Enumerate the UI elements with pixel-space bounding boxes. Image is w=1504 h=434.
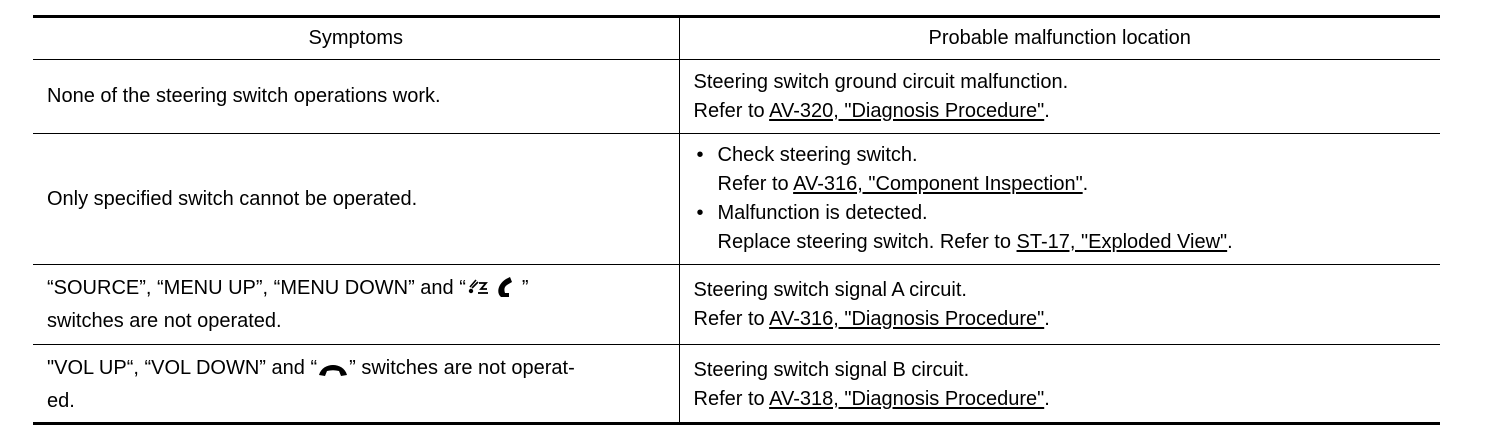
reference-link[interactable]: AV-320, "Diagnosis Procedure" (769, 99, 1045, 122)
bullet-title: Malfunction is detected. (717, 202, 928, 224)
reference-suffix: . (1044, 388, 1050, 410)
symptom-text-part: "VOL UP“, “VOL DOWN” and “ (47, 357, 318, 379)
table-row (33, 265, 1440, 345)
reference-suffix: . (1227, 231, 1233, 253)
symptom-text: ed. (47, 390, 75, 412)
reference-line (694, 228, 1427, 257)
location-cell (679, 60, 1440, 134)
reference-suffix: . (1082, 173, 1089, 195)
bullet-item (694, 141, 1427, 170)
symptom-text-part: ” switches are not operat- (349, 357, 575, 379)
header-row (33, 18, 1440, 60)
symptom-text-part: “SOURCE”, “MENU UP”, “MENU DOWN” and “ (47, 276, 466, 299)
symptom-text (47, 274, 665, 307)
header-location: Probable malfunction location (679, 18, 1440, 60)
phone-end-icon (317, 358, 349, 387)
symptom-cell (33, 345, 679, 426)
symptom-cell (33, 60, 679, 134)
reference-line (694, 385, 1427, 414)
reference-prefix: Refer to (693, 99, 770, 122)
reference-prefix: Refer to (693, 388, 770, 410)
bullet-title: Check steering switch. (717, 144, 918, 166)
reference-line (694, 305, 1427, 334)
symptom-cell (33, 134, 679, 265)
reference-line (694, 97, 1427, 126)
location-text: Steering switch signal A circuit. (693, 278, 967, 301)
reference-link[interactable]: ST-17, "Exploded View" (1016, 231, 1228, 253)
voice-talk-icon (466, 276, 492, 307)
reference-prefix: Refer to (693, 307, 770, 330)
bullet-dot: • (696, 144, 704, 166)
location-cell (679, 345, 1440, 426)
symptom-text: None of the steering switch operations work. (47, 85, 441, 107)
symptom-text (47, 354, 665, 387)
reference-link[interactable]: AV-316, "Diagnosis Procedure" (769, 307, 1045, 330)
reference-line (694, 170, 1427, 199)
reference-link[interactable]: AV-316, "Component Inspection" (793, 173, 1083, 195)
symptoms-table (33, 18, 1440, 425)
location-text: Steering switch signal B circuit. (693, 359, 970, 381)
symptom-text-part: ” (521, 276, 529, 299)
reference-prefix: Replace steering switch. Refer to (717, 231, 1017, 253)
symptom-text: Only specified switch cannot be operated. (47, 187, 418, 210)
phone-send-icon (492, 276, 522, 307)
reference-link[interactable]: AV-318, "Diagnosis Procedure" (769, 388, 1045, 410)
table-row (33, 345, 1440, 426)
location-cell (679, 265, 1440, 345)
reference-suffix: . (1044, 99, 1050, 122)
table-bottom-rule (33, 422, 1440, 425)
header-symptoms: Symptoms (33, 18, 679, 60)
location-text: Steering switch ground circuit malfunction. (693, 70, 1069, 93)
location-cell (679, 134, 1440, 265)
symptom-cell (33, 265, 679, 345)
table-row (33, 134, 1440, 265)
bullet-item (694, 199, 1427, 228)
symptom-text: switches are not operated. (47, 309, 282, 332)
table-row (33, 60, 1440, 134)
bullet-dot: • (696, 202, 704, 224)
reference-prefix: Refer to (717, 173, 794, 195)
reference-suffix: . (1044, 307, 1050, 330)
